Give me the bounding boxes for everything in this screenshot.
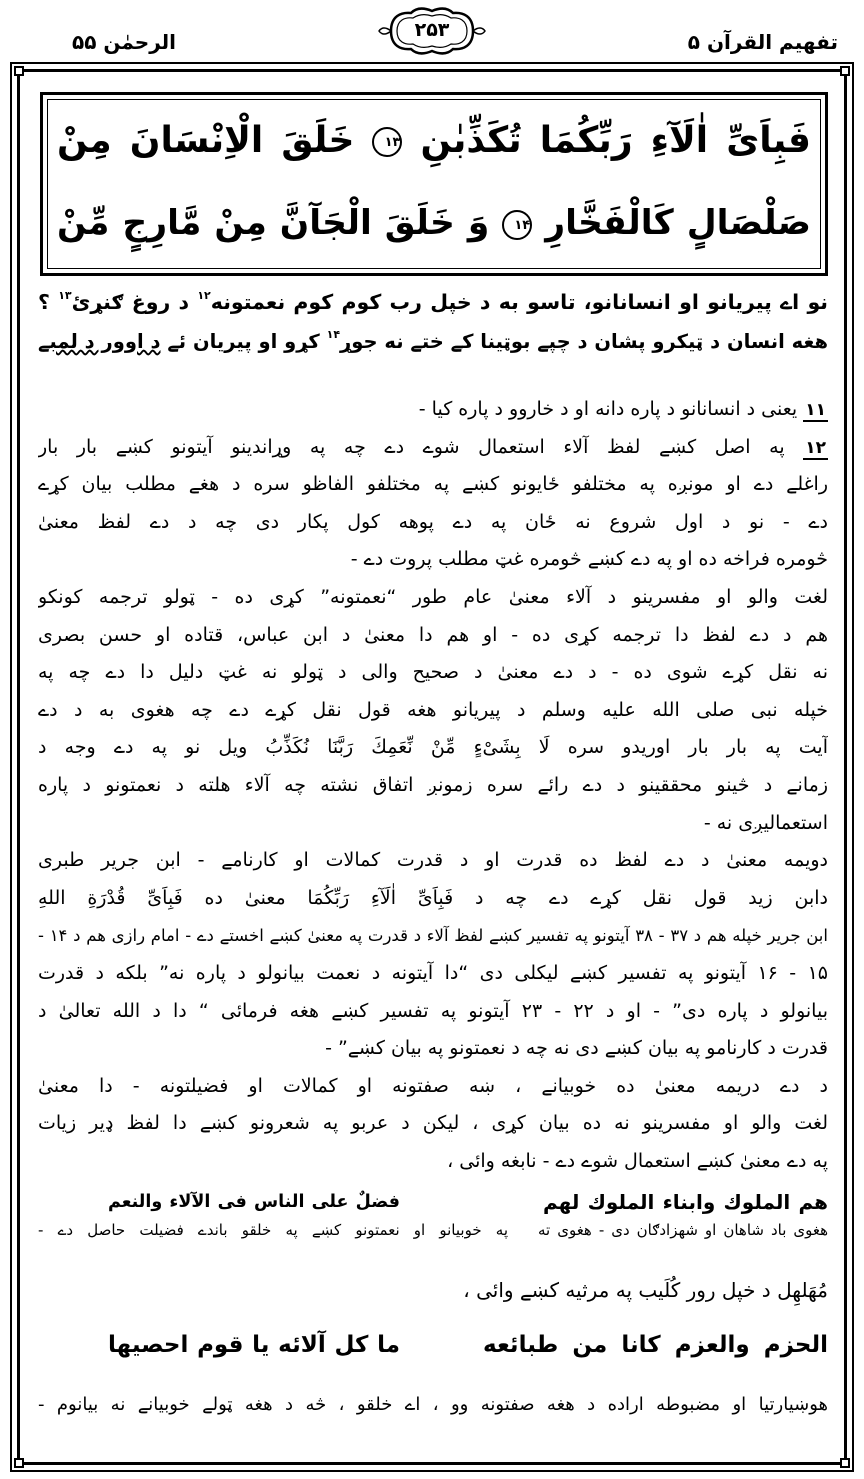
footnote-line: لغت والو او مفسرینو د آلاء معنیٰ عام طور “نعمتونه” کړی ده - ټولو ترجمه کونکو — [38, 585, 828, 608]
footnote-line: هم د دے لفظ دا ترجمه کړی ده - او هم دا معنیٰ د ابن عباس، قتاده او حسن بصری — [38, 623, 828, 646]
quran-line-2 — [57, 183, 811, 263]
poem-1-first-hemistich: هم الملوك وابناء الملوك لهم — [543, 1190, 828, 1214]
quran-verse-box — [40, 92, 828, 276]
poem-1-couplet — [38, 1186, 828, 1218]
footnote-line: په دے معنیٰ کښے استعمال شوے دے - نابغه وائی ، — [447, 1149, 828, 1172]
translation-text: د روغ ګنړئ — [71, 290, 190, 314]
poem-1-translation-second: په خوبیانو او نعمتونو کښے په خلقو باندے فضیلت حاصل دے - — [38, 1221, 508, 1239]
footnote-ref: ۱۳ — [58, 289, 72, 303]
footnote-line: ۱۵ - ۱۶ آیتونو په تفسیر کښے لیکلی دی “دا آیتونه د نعمت بیانولو د پاره نه” بلکه د قدرت — [38, 961, 828, 984]
translation-text-underlined: د اوور د لمبے — [38, 330, 161, 353]
footnote-line: راغلے دے او مونږه په مختلفو ځایونو کښے په مختلفو الفاظو سره د هغے مطلب بیان کړے — [38, 473, 828, 496]
footnote-line: زمانے د څینو محققینو د دے رائے سره زمونږ اتفاق نشته چه آلاء هلته د نعمتونو د پاره — [38, 773, 828, 796]
footnote-ref: ۱۴ — [326, 328, 341, 342]
footnote-line: دویمه معنیٰ د دے لفظ ده قدرت او د قدرت کمالات او کارنامے - ابن جریر طبری — [38, 849, 828, 872]
quran-text: صَلْصَالٍ کَالْفَخَّارِ — [545, 203, 811, 243]
translation-text: ؟ — [38, 290, 50, 314]
footnote-text: یعنی د انسانانو د پاره دانه او د خاروو د پاره کیا - — [418, 398, 798, 420]
poem-1-second-hemistich: فضلٌ علی الناس فی الآلاء والنعم — [108, 1192, 400, 1212]
translation-text: هغه انسان د ټیکرو پشان د چپے بوټینا کے ختے نه جوړ — [340, 330, 828, 353]
frame-corner — [840, 66, 850, 76]
ayah-marker: ۱۳ — [372, 127, 402, 157]
footnote-line: دے - نو د اول شروع نه ځان په دے پوهه کول پکار دی چه د دے لفظ معنیٰ — [38, 510, 828, 533]
translation-text: نو اے پیریانو او انسانانو، تاسو به د خپل رب کوم کوم نعمتونه — [210, 290, 828, 314]
page-number: ۲۵۳ — [414, 19, 450, 41]
quran-text: وَ خَلَقَ الْجَآنَّ مِنْ مَّارِجٍ مِّنْ — [57, 203, 490, 243]
frame-corner — [14, 66, 24, 76]
footnote-text: په اصل کښے لفظ آلاء استعمال شوے دے چه په وړاندینو آیتونو کښے بار بار — [38, 435, 785, 458]
footnote-line: خپله نبی صلی الله علیه وسلم د پیریانو هغه قول نقل کړے دے چه هغوی به د دے — [38, 698, 828, 721]
surah-title: الرحمٰن ۵۵ — [72, 30, 177, 54]
translation-line-1 — [38, 282, 828, 322]
footnote-line: نه نقل کړے شوی ده - د دے معنیٰ د صحیح والی د ټولو نه غټ دلیل دا دے چه په — [38, 661, 828, 684]
book-title: تفهيم القرآن ۵ — [687, 30, 838, 54]
translation-text: کړو او پیریان ئے — [167, 330, 320, 353]
footnote-line: قدرت د کارنامو په بیان کښے دی نه چه د نعمتونو په بیان کښے” - — [325, 1037, 828, 1060]
footnote-line: څومره فراخه ده او په دے کښے څومره غټ مطلب پروت دے - — [350, 548, 828, 571]
commentary-section — [38, 391, 828, 1180]
quran-line-1 — [57, 101, 811, 181]
poem-2-couplet — [38, 1324, 828, 1366]
poem-2-translation: هوښیارتیا او مضبوطه اراده د هغه صفتونه وو ، اے خلقو ، څه د هغه ټولے خوبیانے نه بیانوم - — [38, 1394, 828, 1415]
poem-1-translation — [38, 1216, 828, 1244]
translation-line-2 — [38, 322, 828, 362]
footnote-line — [38, 429, 828, 467]
footnote-line: استعمالیږی نه - — [703, 811, 828, 834]
footnote-line: لغت والو او مفسرینو نه ده بیان کړی ، لیکن د عربو په شعرونو کښے دا لفظ ډیر زیات — [38, 1112, 828, 1135]
footnote-line: دابن زید قول نقل کړے دے چه د فَبِاَیِّ اٰلَآءِ رَبِّکُمَا معنیٰ ده فَبِاَیِّ قُدْرَةِ اللهِ — [38, 886, 828, 909]
page-number-ornament — [377, 4, 487, 58]
poem-2-intro: مُهَلهِل د خپل رور کُلَیب په مرثیه کښے وائی ، — [463, 1278, 828, 1302]
footnote-line: ابن جریر خپله هم د ۳۷ - ۳۸ آیتونو په تفسیر کښے لفظ آلاء د قدرت په معنیٰ کښے اخستے دے - امام رازی هم د ۱۴ - — [38, 926, 828, 946]
footnote-marker: ۱۲ — [805, 437, 827, 458]
quran-text: خَلَقَ الْاِنْسَانَ مِنْ — [57, 120, 355, 161]
poem-2-second-hemistich: ما کل آلائه یا قوم احصیها — [108, 1332, 400, 1358]
footnote-marker: ۱۱ — [805, 400, 826, 420]
footnote-line: د دے دریمه معنیٰ ده خوبیانے ، ښه صفتونه او کمالات او فضیلتونه - دا معنیٰ — [38, 1074, 828, 1097]
frame-corner — [840, 1458, 850, 1468]
frame-corner — [14, 1458, 24, 1468]
ayah-marker: ۱۴ — [502, 210, 532, 240]
footnote-line: آیت په بار بار اوریدو سره لَا بِشَیْءٍ مِّنْ نِّعَمِكَ رَبَّنَا نُكَذِّبُ ویل نو په دے وجه د — [38, 736, 828, 759]
footnote-line — [38, 391, 828, 429]
poem-1-translation-first: هغوی باد شاهان او شهزادګان دی - هغوی ته — [538, 1221, 828, 1239]
footnote-ref: ۱۲ — [197, 289, 211, 303]
footnote-line: بیانولو د پاره دی” - او د ۲۲ - ۲۳ آیتونو په تفسیر کښے هغه فرمائی “ دا د الله تعالیٰ د — [38, 999, 828, 1022]
quran-text: فَبِاَیِّ اٰلَآءِ رَبِّکُمَا تُکَذِّبٰنِ — [420, 120, 811, 161]
poem-2-first-hemistich: الحزم والعزم کانا من طبائعه — [483, 1332, 828, 1358]
